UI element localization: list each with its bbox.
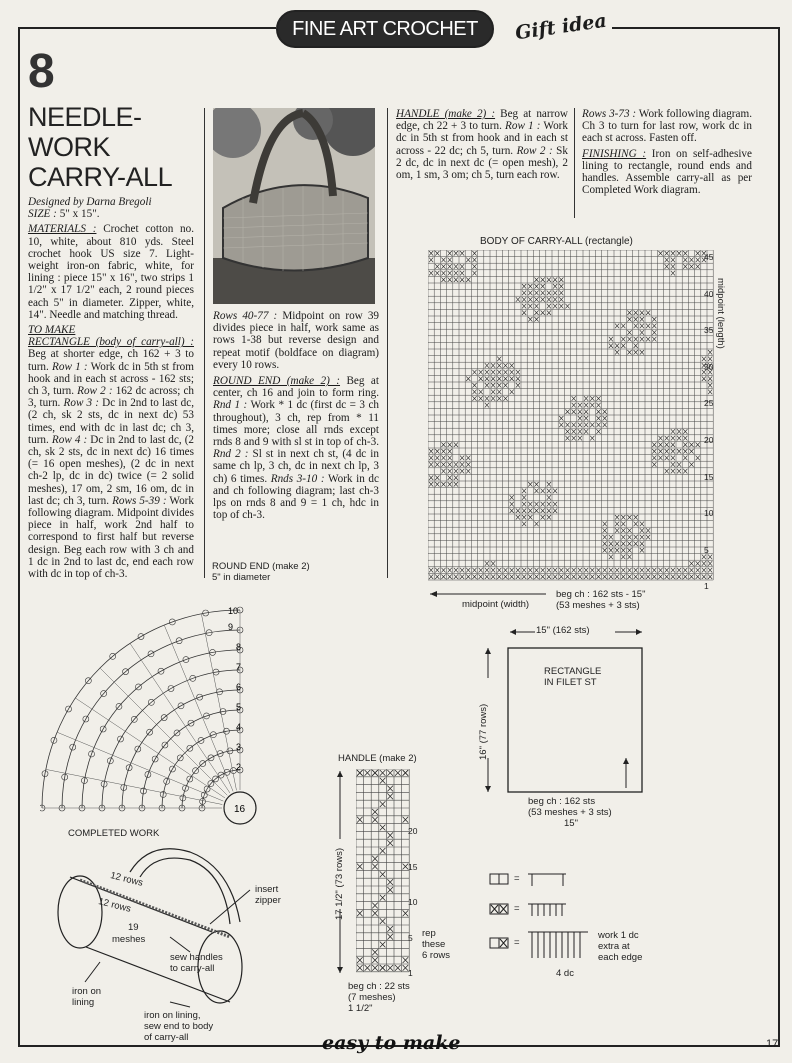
to-make-heading: TO MAKE	[28, 324, 76, 337]
finishing-label: FINISHING :	[582, 147, 647, 160]
body-chart-title: BODY OF CARRY-ALL (rectangle)	[480, 236, 633, 247]
row4-text: Dc in 2nd to last dc, (2 ch, sk 2 sts, dc in next dc) 16 times (= 16 open meshes), (2 dc in next ch-2 lp, dc in dc) twice (= 2 solid meshes), 17 om, 2 sm, 16 om, dc in last dc; ch 3, turn.	[28, 433, 195, 507]
rect-inner-label-2: IN FILET ST	[544, 677, 597, 688]
ironsew-label-3: of carry-all	[144, 1032, 189, 1043]
rnds310-text: Work in dc and ch following diagram; last ch-3 lps on rnds 8 and 9 = 1 ch, hdc in top of ch-3.	[213, 472, 379, 522]
handle-row-number: 20	[408, 826, 418, 836]
title-line-3: CARRY-ALL	[28, 162, 173, 192]
row3-text: Dc in 2nd to last dc, (2 ch, sk 2 sts, dc in next dc) 53 times, end with dc in last dc; ch 3, turn.	[28, 397, 195, 446]
handle-side-dim: 17 1/2" (73 rows)	[334, 847, 345, 920]
handle-row-number: 5	[408, 932, 413, 943]
size-value: 5" x 15".	[59, 208, 100, 221]
body-row-number: 35	[704, 325, 714, 336]
round-end-rnd-number: 8	[236, 642, 242, 652]
text-column-4	[582, 108, 752, 196]
text-column-3	[396, 108, 568, 181]
handle-rep-2: these	[422, 939, 446, 950]
roundend-label: ROUND END (make 2) :	[213, 375, 341, 388]
title-line-2: WORK	[28, 132, 110, 162]
text-column-1	[28, 196, 194, 580]
row3-label: Row 3 :	[63, 397, 100, 410]
handle-title: HANDLE (make 2)	[338, 753, 417, 764]
row2-label: Row 2 :	[77, 385, 113, 398]
body-row-number: 15	[704, 471, 714, 482]
legend-4dc: 4 dc	[556, 968, 574, 979]
handle-label: HANDLE (make 2) :	[396, 108, 496, 120]
rows4077-text: Midpoint on row 39 divides piece in half, work same as rows 1-38 but reverse design and repeat motif (boldface on diagram) every 10 rows.	[213, 310, 380, 371]
hrow2-text: Sk 2 dc, dc in next dc (= open mesh), 2 om, 1 sm, 3 om; ch 5, turn each row.	[396, 144, 568, 182]
body-meshes: (53 meshes + 3 sts)	[556, 600, 640, 611]
roundend-text: Beg at center, ch 16 and join to form ring.	[213, 375, 379, 400]
rows4077-label: Rows 40-77 :	[213, 310, 278, 322]
page-number: 17	[766, 1038, 779, 1050]
title-line-1: NEEDLE-	[28, 102, 142, 132]
rnd1-text: Work * 1 dc (first dc = 3 ch throughout), 3 ch, rep from * 11 times more; close all rnds except rnds 8 and 9 with sl st in top of ch-3.	[213, 399, 379, 449]
rect-label: RECTANGLE (body of carry-all) :	[28, 336, 194, 349]
round-end-rnd-number: 5	[236, 702, 242, 712]
rect-beg-ch: beg ch : 162 sts	[528, 796, 596, 807]
round-end-rnd-number: 9	[228, 622, 234, 632]
size-label: SIZE :	[28, 208, 57, 221]
round-end-subtitle: 5" in diameter	[212, 572, 271, 583]
midpoint-width-label: midpoint (width)	[462, 599, 530, 610]
body-row-number: 5	[704, 544, 709, 555]
designer-credit: Designed by Darna Bregoli	[28, 196, 152, 208]
round-end-rnd-number: 3	[236, 742, 242, 752]
row1-text: Work dc in 5th st from hook and in each st across - 162 sts; ch 3, turn.	[28, 360, 194, 398]
row2-text: 162 dc across; ch 3, turn.	[28, 385, 195, 410]
handle-text: Beg at narrow edge, ch 22 + 3 to turn.	[396, 108, 569, 133]
body-row-number: 10	[704, 508, 714, 519]
insert-label-1: insert	[255, 884, 279, 895]
legend-work-2: extra at	[598, 941, 630, 952]
body-beg-ch: beg ch : 162 sts - 15"	[556, 589, 646, 600]
handle-beg-ch: beg ch : 22 sts	[348, 981, 410, 992]
body-row-number: 25	[704, 398, 714, 409]
rows-label-1: 12 rows	[109, 870, 145, 889]
rect-bottom-dim: 15"	[564, 818, 578, 829]
materials-text: Crochet cotton no. 10, white, about 810 yds. Steel crochet hook US size 7. Light-weight iron-on fabric, white, for lining : piece 15" x 16", two strips 1 1/2" x 17 1/2" each, 2 round pieces each 5" in diameter. Zipper, white, 14". Needle and matching thread.	[28, 223, 194, 321]
round-end-title: ROUND END (make 2)	[212, 561, 310, 572]
row1-label: Row 1 :	[52, 360, 88, 373]
hrow1-text: Work dc in 5th st from hook and in each st across - 22 dc; ch 5, turn.	[396, 120, 568, 157]
easy-to-make-logo: easy to make	[322, 1032, 461, 1054]
ironsew-label-2: sew end to body	[144, 1021, 214, 1032]
pattern-title	[28, 102, 198, 192]
handle-rep-1: rep	[422, 928, 436, 939]
text-column-2	[213, 310, 379, 521]
sew-label-2: to carry-all	[170, 963, 215, 974]
carry-all-photo	[213, 108, 375, 304]
meshes-label: meshes	[112, 934, 146, 945]
round-end-rnd-number: 4	[236, 722, 242, 732]
rect-side-dim: 16" (77 rows)	[478, 703, 489, 760]
row4-label: Row 4 :	[51, 433, 88, 446]
column-rule-3	[574, 108, 575, 218]
rnd2-label: Rnd 2 :	[213, 448, 249, 461]
legend-work-1: work 1 dc	[598, 930, 639, 941]
legend-work-3: each edge	[598, 952, 643, 963]
hrows373-label: Rows 3-73 :	[582, 108, 637, 120]
ironsew-label-1: iron on lining,	[144, 1010, 201, 1021]
iron-label-1: iron on	[72, 986, 102, 997]
rect-meshes: (53 meshes + 3 sts)	[528, 807, 612, 818]
body-row-number: 1	[704, 581, 709, 592]
rows539-label: Rows 5-39 :	[112, 494, 167, 507]
pattern-number: 8	[28, 45, 55, 98]
rows-label-2: 12 rows	[97, 896, 133, 915]
gift-idea-tag: Gift idea	[513, 9, 609, 45]
insert-label-2: zipper	[255, 895, 281, 906]
midpoint-length-label: midpoint (length)	[715, 278, 726, 349]
iron-label-2: lining	[72, 997, 95, 1008]
round-end-rnd-number: 10	[228, 606, 239, 616]
hrows373-text: Work following diagram. Ch 3 to turn for last row, work dc in each st across. Fasten off.	[582, 108, 752, 145]
legend-eq-1: =	[514, 873, 520, 884]
rnd2-text: Sl st in next ch st, (4 dc in same ch lp, 3 ch, dc in next ch lp, 3 ch) 6 times.	[213, 448, 380, 485]
legend-eq-2: =	[514, 903, 520, 914]
round-end-rnd-number: 6	[236, 682, 242, 692]
handle-row-number: 15	[408, 861, 418, 872]
column-rule-2	[387, 108, 388, 578]
rect-text: Beg at shorter edge, ch 162 + 3 to turn.	[28, 348, 194, 373]
completed-work-title: COMPLETED WORK	[68, 828, 160, 839]
handle-meshes: (7 meshes)	[348, 992, 396, 1003]
rnd1-label: Rnd 1 :	[213, 399, 248, 412]
hrow1-label: Row 1 :	[505, 120, 541, 133]
rows539-text: Work following diagram. Midpoint divides piece in half, work 2nd half to correspond to first half but reverse design. Beg each row with 3 ch and 1 dc in 2nd to last dc, end each row with dc in top of ch-3.	[28, 494, 194, 581]
round-end-diagram	[40, 584, 360, 834]
body-row-number: 30	[704, 361, 714, 372]
materials-label: MATERIALS :	[28, 223, 97, 236]
sew-label-1: sew handles	[170, 952, 223, 963]
legend-eq-3: =	[514, 937, 520, 948]
rect-top-dim: 15" (162 sts)	[536, 625, 590, 636]
handle-row-number: 1	[408, 968, 413, 978]
body-row-number: 45	[704, 252, 714, 262]
body-row-number: 20	[704, 435, 714, 445]
rnds310-label: Rnds 3-10 :	[270, 472, 325, 485]
round-end-rnd-number: 2	[236, 762, 242, 772]
section-banner: FINE ART CROCHET	[276, 10, 494, 48]
body-row-number: 40	[704, 288, 714, 299]
handle-row-number: 10	[408, 897, 418, 907]
hrow2-label: Row 2 :	[516, 144, 553, 157]
body-chart-grid	[428, 250, 728, 588]
rect-inner-label: RECTANGLE	[544, 666, 602, 677]
handle-width: 1 1/2"	[348, 1003, 373, 1014]
finishing-text: Iron on self-adhesive lining to rectangle, round ends and handles. Assemble carry-all as per Completed Work diagram.	[582, 147, 752, 197]
meshes-count: 19	[128, 922, 139, 933]
round-end-rnd-number: 7	[236, 662, 242, 672]
handle-rep-3: 6 rows	[422, 950, 450, 961]
handle-grid	[356, 769, 412, 975]
column-rule-1	[204, 108, 205, 578]
round-end-center-number: 16	[234, 804, 246, 815]
